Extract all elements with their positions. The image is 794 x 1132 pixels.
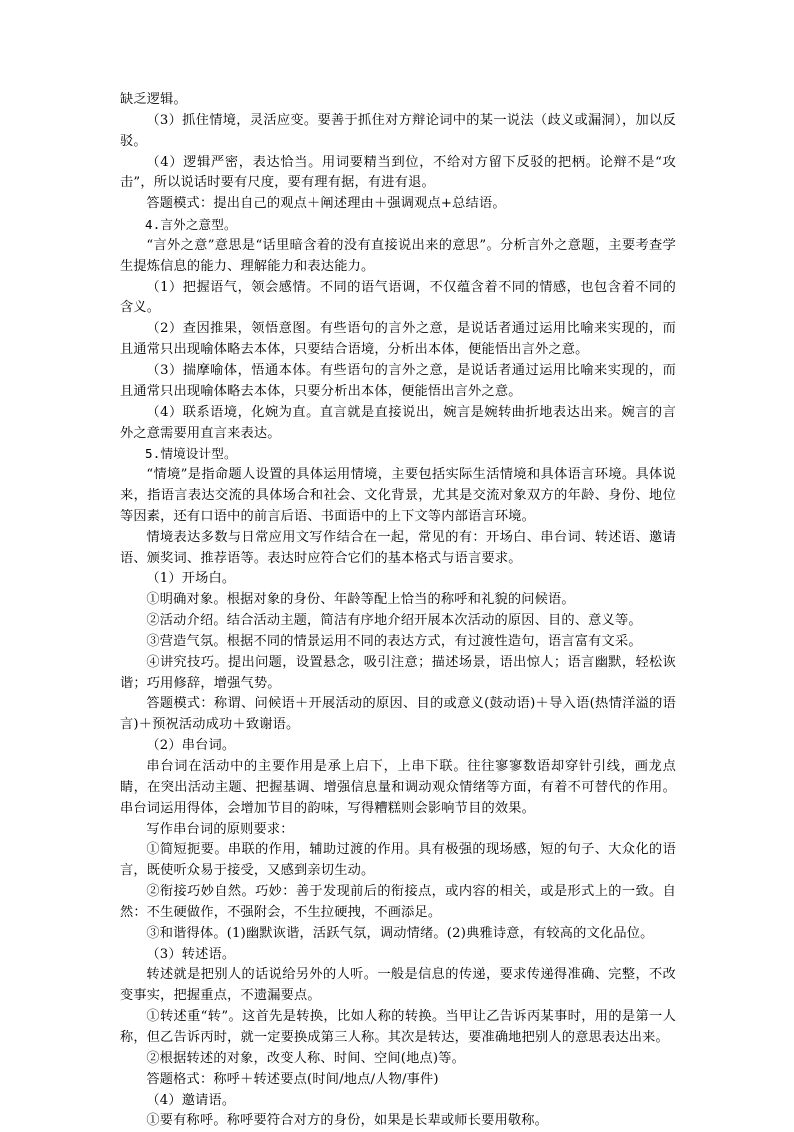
paragraph: 写作串台词的原则要求： [146,821,294,837]
paragraph: ②衔接巧妙自然。巧妙：善于发现前后的衔接点，或内容的相关，或是形式上的一致。自然：不生硬做作，不强附会，不生拉硬拽，不画添足。 [120,884,676,920]
paragraph: （1）把握语气，领会感情。不同的语气语调，不仅蕴含着不同的情感，也包含着不同的含义。 [120,279,676,316]
paragraph: （3）抓住情境，灵活应变。要善于抓住对方辩论词中的某一说法（歧义或漏洞），加以反驳。 [120,112,676,149]
document-body [120,90,676,1132]
paragraph: （3）揣摩喻体，悟通本体。有些语句的言外之意，是说话者通过运用比喻来实现的，而且通常只出现喻体略去本体，只要分析出本体，便能悟出言外之意。 [120,362,676,399]
paragraph: ①转述重“转”。这首先是转换，比如人称的转换。当甲让乙告诉丙某事时，用的是第一人称，但乙告诉丙时，就一定要换成第三人称。其次是转达，要准确地把别人的意思表达出来。 [120,1009,676,1045]
paragraph: ①要有称呼。称呼要符合对方的身份，如果是长辈或师长要用敬称。 [146,1113,549,1129]
paragraph: “言外之意”意思是“话里暗含着的没有直接说出来的意思”。分析言外之意题，主要考查学生提炼信息的能力、理解能力和表达能力。 [120,237,676,274]
paragraph: ③和谐得体。(1)幽默诙谐，活跃气氛，调动情绪。(2)典雅诗意，有较高的文化品位。 [146,925,654,941]
paragraph: 情境表达多数与日常应用文写作结合在一起，常见的有：开场白、串台词、转述语、邀请语、颁奖词、推荐语等。表达时应符合它们的基本格式与语言要求。 [120,529,676,566]
paragraph: 转述就是把别人的话说给另外的人听。一般是信息的传递，要求传递得准确、完整，不改变事实，把握重点，不遗漏要点。 [120,967,676,1004]
paragraph: 答题模式：称谓、问候语＋开展活动的原因、目的或意义(鼓动语)＋导入语(热情洋溢的语言)＋预祝活动成功＋致谢语。 [120,696,676,733]
paragraph: 缺乏逻辑。 [120,92,187,107]
paragraph: “情境”是指命题人设置的具体运用情境，主要包括实际生活情境和具体语言环境。具体说来，指语言表达交流的具体场合和社会、文化背景，尤其是交流对象双方的年龄、身份、地位等因素，还有口语中的前言后语、书面语中的上下文等内部语言环境。 [120,467,676,524]
paragraph: （4）联系语境，化婉为直。直言就是直接说出，婉言是婉转曲折地表达出来。婉言的言外之意需要用直言来表达。 [120,404,676,441]
paragraph: （2）串台词。 [146,738,236,754]
paragraph: ③营造气氛。根据不同的情景运用不同的表达方式，有过渡性造句，语言富有文采。 [146,633,642,649]
paragraph: （4）逻辑严密，表达恰当。用词要精当到位，不给对方留下反驳的把柄。论辩不是“攻击”，所以说话时要有尺度，要有理有据，有进有退。 [120,154,676,191]
paragraph: （2）查因推果，领悟意图。有些语句的言外之意，是说话者通过运用比喻来实现的，而且通常只出现喻体略去本体，只要结合语境，分析出本体，便能悟出言外之意。 [120,321,676,358]
paragraph: （3）转述语。 [146,946,236,962]
paragraph: ①简短扼要。串联的作用，辅助过渡的作用。具有极强的现场感，短的句子、大众化的语言，既使听众易于接受，又感到亲切生动。 [120,842,676,879]
paragraph: 答题模式：提出自己的观点＋阐述理由＋强调观点+总结语。 [146,196,506,212]
paragraph: 串台词在活动中的主要作用是承上启下，上串下联。往往寥寥数语却穿针引线，画龙点睛，在突出活动主题、把握基调、增强信息量和调动观众情绪等方面，有着不可替代的作用。串台词运用得体，会增加节目的韵味，写得糟糕则会影响节目的效果。 [120,759,676,816]
paragraph: （1）开场白。 [146,571,236,587]
paragraph: ①明确对象。根据对象的身份、年龄等配上恰当的称呼和礼貌的问候语。 [146,592,575,608]
paragraph: ④讲究技巧。提出问题，设置悬念，吸引注意；描述场景，语出惊人；语言幽默，轻松诙谐；巧用修辞，增强气势。 [120,654,676,691]
section-heading: 5.情境设计型。 [145,446,237,462]
section-heading: 4.言外之意型。 [145,217,237,233]
paragraph: ②活动介绍。结合活动主题，简洁有序地介绍开展本次活动的原因、目的、意义等。 [146,613,642,629]
paragraph: 答题格式：称呼＋转述要点(时间/地点/人物/事件) [146,1071,439,1087]
paragraph: （4）邀请语。 [146,1092,236,1108]
paragraph: ②根据转述的对象，改变人称、时间、空间(地点)等。 [146,1050,465,1066]
